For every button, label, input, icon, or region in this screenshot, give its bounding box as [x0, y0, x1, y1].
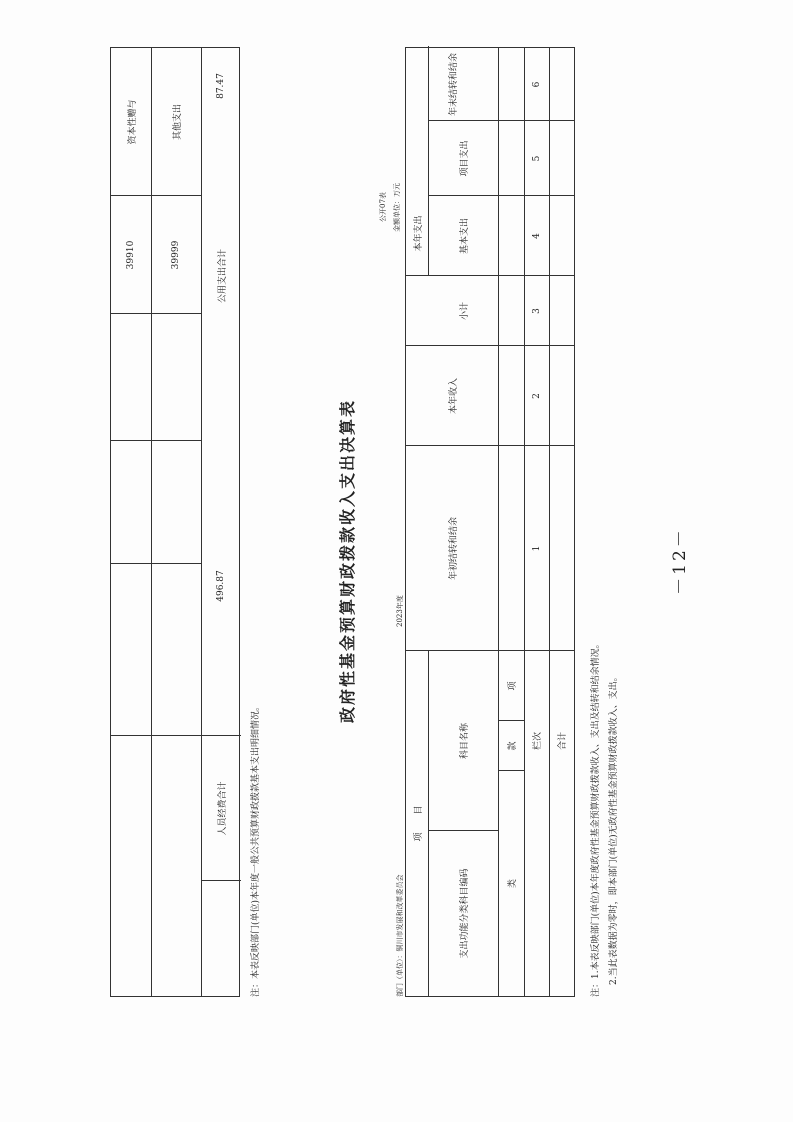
subtotal-header: 小计	[459, 302, 470, 321]
subject-name-header: 科目名称	[459, 723, 470, 760]
func-code-header: 支出功能分类科目编码	[459, 868, 470, 959]
department-label: 部门（单位）：铜川市发展和改革委员会	[396, 874, 404, 997]
fund-table-note-2: 2.当此表数据为零时，即本部门(单位)无政府性基金预算财政拨款收入、支出。	[609, 672, 619, 985]
label-cell: 其他支出	[172, 104, 183, 141]
year-label: 2023年度	[396, 595, 404, 627]
column-index-label: 栏次	[533, 732, 543, 751]
column-index: 4	[531, 233, 542, 239]
basic-header: 基本支出	[459, 218, 470, 255]
unit-label: 金额单位：万元	[393, 183, 401, 232]
expense-group-header: 本年支出	[413, 215, 424, 252]
column-index: 2	[531, 393, 542, 399]
project-header: 项目支出	[459, 140, 470, 177]
code-cell: 39910	[126, 240, 136, 270]
income-header: 本年收入	[448, 378, 459, 415]
fund-table-note-1: 注：1.本表反映部门(单位)本年度政府性基金预算财政拨款收入、支出及结转和结余情况。	[591, 639, 601, 997]
column-index: 1	[531, 545, 542, 552]
xiang-header: 项	[507, 681, 518, 691]
column-index: 3	[531, 308, 542, 314]
public-total-label: 公用支出合计	[217, 249, 228, 304]
basic-expense-table	[110, 47, 240, 997]
page-title: 政府性基金预算财政拨款收入支出决算表	[338, 399, 357, 724]
fund-table	[405, 47, 575, 997]
item-header: 项 目	[413, 805, 424, 842]
column-index: 5	[531, 155, 542, 162]
label-cell: 资本性赠与	[127, 99, 138, 145]
column-index: 6	[531, 81, 542, 88]
form-number: 公开07表	[379, 192, 387, 222]
kuan-header: 款	[507, 741, 518, 751]
public-total-value: 87.47	[216, 73, 226, 99]
page-number: －12－	[670, 527, 690, 595]
total-row-label: 合计	[558, 732, 568, 751]
personnel-total-value: 496.87	[216, 570, 226, 602]
begin-balance-header: 年初结转和结余	[448, 517, 459, 581]
personnel-total-label: 人员经费合计	[217, 781, 228, 836]
code-cell: 39999	[171, 240, 181, 270]
end-balance-header: 年末结转和结余	[448, 53, 459, 117]
top-table-note: 注：本表反映部门(单位)本年度一般公共预算财政拨款基本支出明细情况。	[251, 701, 261, 997]
lei-header: 类	[507, 879, 518, 889]
